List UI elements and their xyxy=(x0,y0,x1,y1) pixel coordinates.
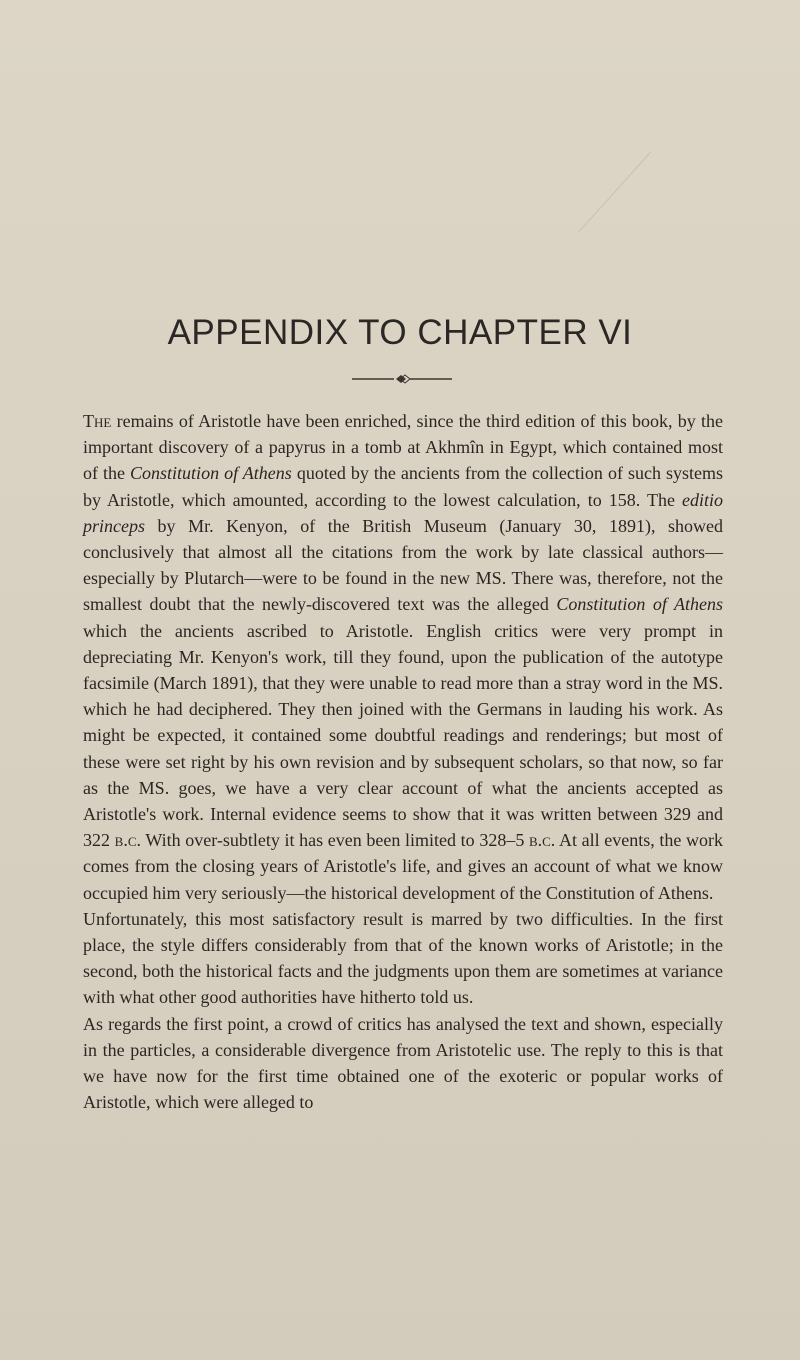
italic-term: editio princeps xyxy=(83,489,723,536)
paragraph-3: As regards the first point, a crowd of critics has analysed the text and shown, especially in the particles, a considerable divergence from Aristotelic use. The reply to this is that we have now for the first time obtained one of the exoteric or popular works of Aristotle, which were alleged to xyxy=(83,1013,723,1113)
italic-title: Constitution of Athens xyxy=(130,463,292,484)
italic-title: Constitution of Athens xyxy=(556,594,723,615)
chapter-heading: APPENDIX TO CHAPTER VI xyxy=(167,313,633,352)
paragraph-2: Unfortunately, this most satisfactory result is marred by two difficulties. In the first place, the style differs considerably from that of the known works of Aristotle; in the second, both the historical facts and the judgments upon them are sometimes at variance with what other good authorities have hitherto told us. xyxy=(83,908,723,1008)
page-fold-mark xyxy=(578,152,651,233)
era-abbrev: b.c. xyxy=(528,830,556,851)
era-abbrev: b.c. xyxy=(114,830,141,851)
ornament-divider xyxy=(350,373,454,385)
lead-word: The xyxy=(83,411,112,431)
paragraph-1: The remains of Aristotle have been enriched, since the third edition of this book, by the important discovery of a papyrus in a tomb at Akhmîn in Egypt, which contained most of the Constitution of Athens quoted by the ancients from the collection of such systems by Aristotle, which amounted, according to the lowest calculation, to 158. The editio princeps by Mr. Kenyon, of the British Museum (January 30, 1891), showed conclusively that almost all the citations from the work by late classical authors—especially by Plutarch—were to be found in the new MS. There was, therefore, not the smallest doubt that the newly-discovered text was the alleged Constitution of Athens which the ancients ascribed to Aristotle. English critics were very prompt in depreciating Mr. Kenyon's work, till they found, upon the publication of the autotype facsimile (March 1891), that they were unable to read more than a stray word in the MS. which he had deciphered. They then joined with the Germans in lauding his work. As might be expected, it contained some doubtful readings and renderings; but most of these were set right by his own revision and by subsequent scholars, so that now, so far as the MS. goes, we have a very clear account of what the ancients accepted as Aristotle's work. Internal evidence seems to show that it was written between 329 and 322 b.c. With over-subtlety it has even been limited to 328–5 b.c. At all events, the work comes from the closing years of Aristotle's life, and gives an account of what we know occupied him very seriously—the historical development of the Constitution of Athens. xyxy=(83,411,724,903)
body-text xyxy=(83,408,723,1115)
